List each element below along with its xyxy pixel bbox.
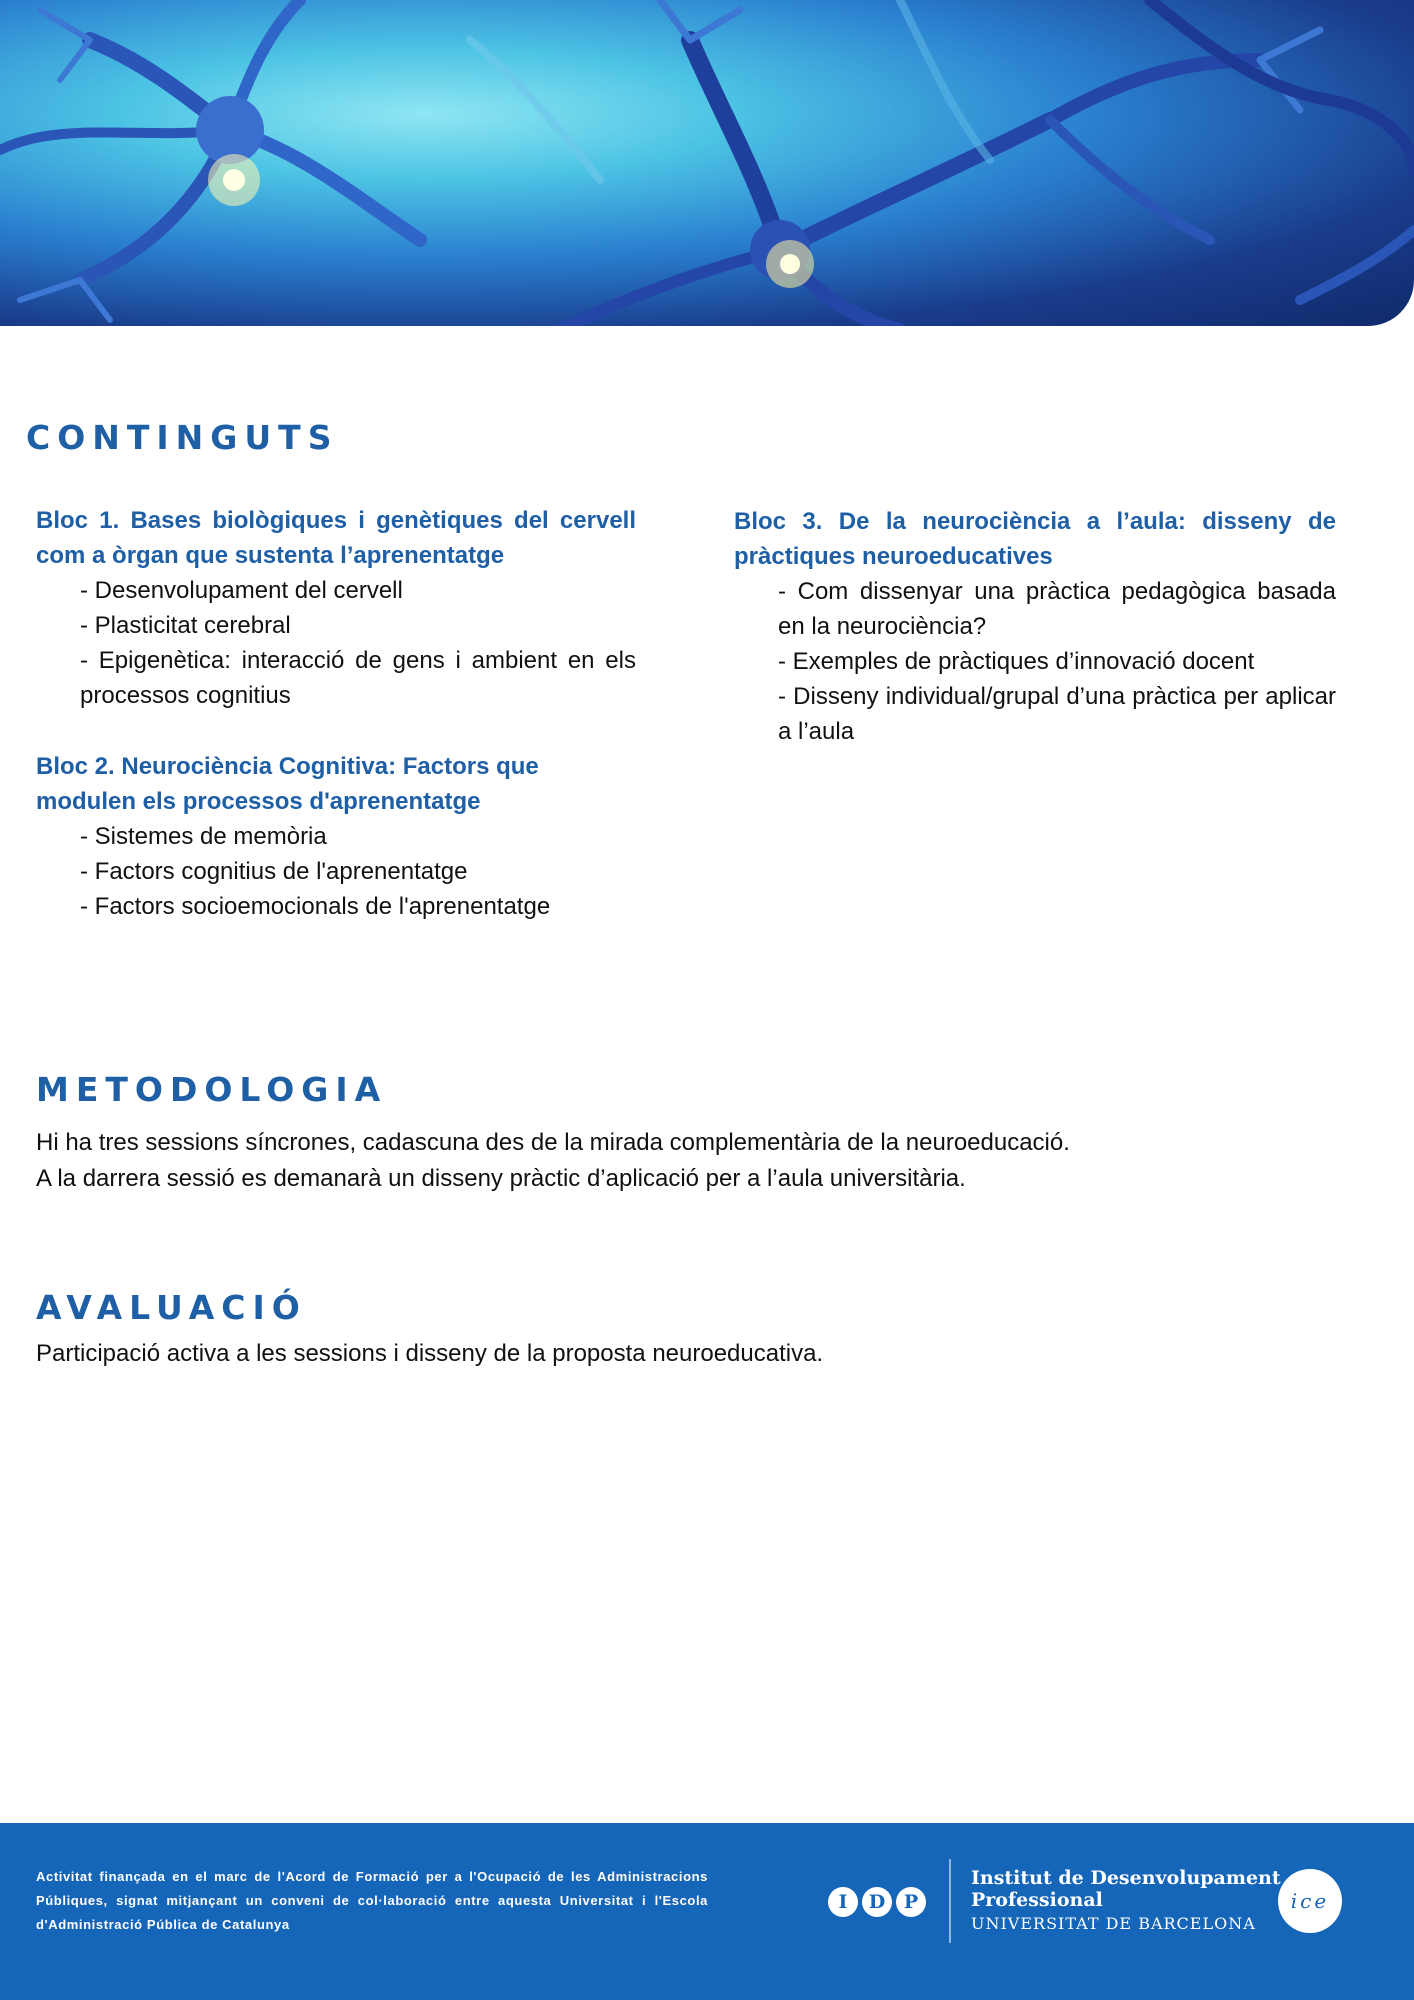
bloc-3-list: [734, 574, 1336, 749]
funding-notice: Activitat finançada en el marc de l'Acord de Formació per a l'Ocupació de les Administracions Públiques, signat mitjançant un conveni de col·laboració entre aquesta Universitat i l'Escola d'Administració Pública de Catalunya: [36, 1869, 708, 1932]
list-item: - Com dissenyar una pràctica pedagògica basada en la neurociència?: [778, 578, 1336, 640]
methodology-heading: METODOLOGIA: [36, 1070, 388, 1109]
list-item: - Disseny individual/grupal d’una pràctica per aplicar a l’aula: [778, 683, 1336, 745]
list-item: - Plasticitat cerebral: [80, 612, 291, 639]
idp-letter: I: [828, 1887, 858, 1917]
list-item: - Factors socioemocionals de l'aprenentatge: [80, 893, 551, 920]
idp-letter: P: [896, 1887, 926, 1917]
evaluation-heading: AVALUACIÓ: [36, 1288, 307, 1327]
ice-logo: ice: [1278, 1869, 1342, 1933]
institute-line-2: Professional: [971, 1889, 1103, 1911]
bloc-3-title: Bloc 3. De la neurociència a l’aula: disseny de pràctiques neuroeducatives: [734, 508, 1336, 570]
bloc-2-title: Bloc 2. Neurociència Cognitiva: Factors que modulen els processos d'aprenentatge: [36, 753, 539, 815]
list-item: - Factors cognitius de l'aprenentatge: [80, 858, 468, 885]
list-item: - Desenvolupament del cervell: [80, 577, 403, 604]
list-item: - Sistemes de memòria: [80, 823, 327, 850]
contents-left-column: [36, 503, 636, 924]
university-name: UNIVERSITAT DE BARCELONA: [971, 1914, 1256, 1933]
neurons-illustration: [0, 0, 1414, 326]
bloc-2-list: [36, 819, 636, 924]
list-item: - Epigenètica: interacció de gens i ambient en els processos cognitius: [80, 647, 636, 709]
contents-right-column: [734, 504, 1336, 749]
contents-heading: CONTINGUTS: [26, 418, 339, 457]
institute-line-1: Institut de Desenvolupament: [971, 1867, 1281, 1889]
bloc-1-list: [36, 573, 636, 713]
idp-letter: D: [862, 1887, 892, 1917]
institute-name: [971, 1867, 1281, 1937]
footer: [0, 1823, 1414, 2000]
logo-divider: [949, 1859, 951, 1943]
bloc-1-title: Bloc 1. Bases biològiques i genètiques del cervell com a òrgan que sustenta l’aprenentatge: [36, 507, 636, 569]
idp-logo: [828, 1887, 926, 1921]
evaluation-text: Participació activa a les sessions i disseny de la proposta neuroeducativa.: [36, 1340, 824, 1367]
methodology-line-1: Hi ha tres sessions síncrones, cadascuna des de la mirada complementària de la neuroeducació.: [36, 1129, 1070, 1156]
list-item: - Exemples de pràctiques d’innovació docent: [778, 648, 1255, 675]
hero-neurons-image: [0, 0, 1414, 326]
methodology-line-2: A la darrera sessió es demanarà un disseny pràctic d’aplicació per a l’aula universitària.: [36, 1165, 966, 1192]
